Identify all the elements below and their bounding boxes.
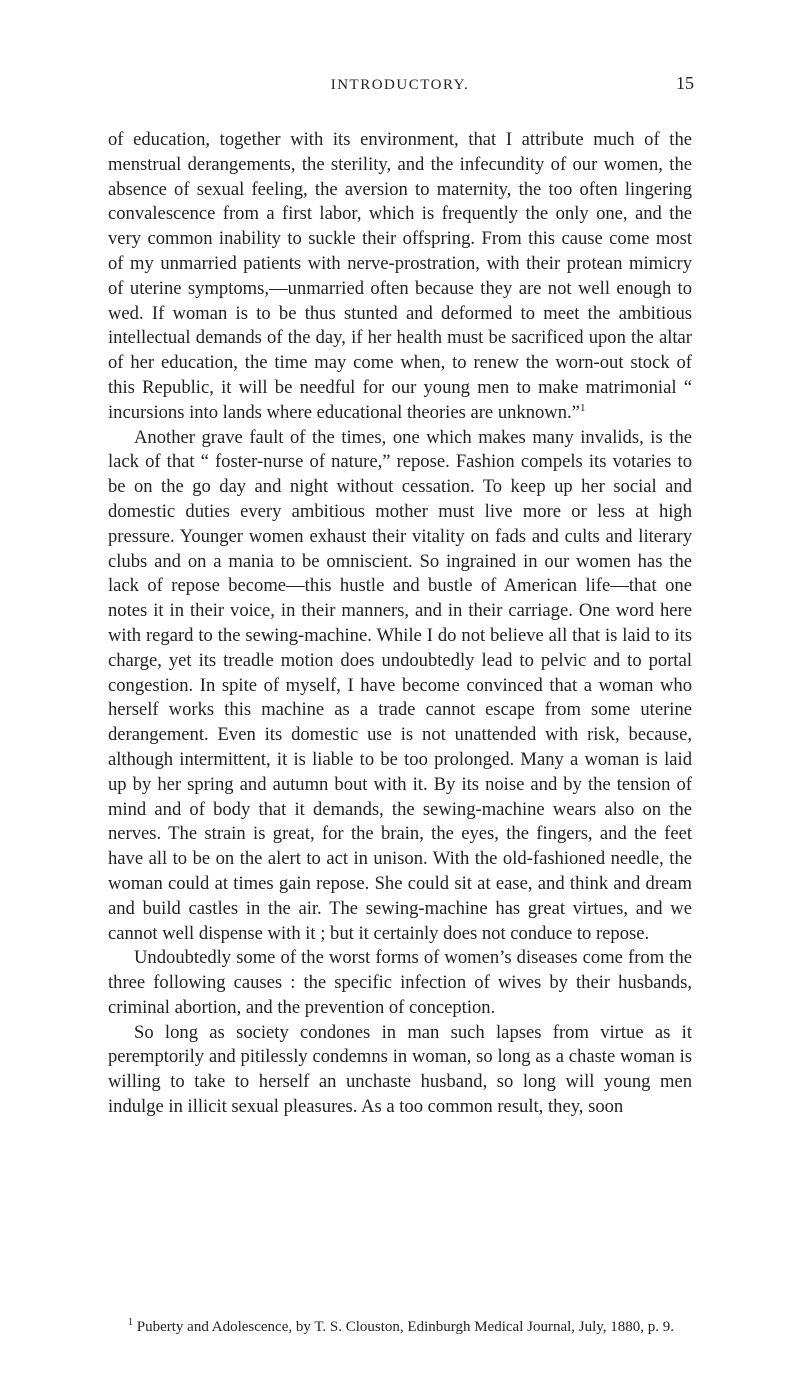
footnotes bbox=[108, 1317, 692, 1337]
paragraph: Another grave fault of the times, one which makes many invalids, is the lack of that “ foster-nurse of nature,” repose. Fashion compels its votaries to be on the go day and night without cessation. To keep up her social and domestic duties every ambitious mother must live more or less at high pressure. Younger women exhaust their vitality on fads and cults and literary clubs and on a mania to be omniscient. So ingrained in our women has the lack of repose become—this hustle and bustle of American life—that one notes it in their voice, in their manners, and in their carriage. One word here with regard to the sewing-machine. While I do not believe all that is laid to its charge, yet its treadle motion does undoubtedly lead to pelvic and to portal congestion. In spite of myself, I have become convinced that a woman who herself works this machine as a trade cannot escape from some uterine derangement. Even its domestic use is not unattended with risk, because, although intermittent, it is liable to be too prolonged. Many a woman is laid up by her spring and autumn bout with it. By its noise and by the tension of mind and of body that it demands, the sewing-machine wears also on the nerves. The strain is great, for the brain, the eyes, the fingers, and the feet have all to be on the alert to act in unison. With the old-fashioned needle, the woman could at times gain repose. She could sit at ease, and think and dream and build castles in the air. The sewing-machine has great virtues, and we cannot well dispense with it ; but it certainly does not conduce to repose. bbox=[108, 426, 692, 944]
footnote-text: Puberty and Adolescence, by T. S. Clouston, Edinburgh Medical Journal, July, 1880, p. 9. bbox=[136, 1319, 675, 1335]
paragraph bbox=[108, 128, 692, 426]
running-title: INTRODUCTORY. bbox=[330, 77, 470, 93]
paragraph: So long as society condones in man such lapses from virtue as it peremptorily and pitilessly condemns in woman, so long as a chaste woman is willing to take to herself an unchaste husband, so long will young men indulge in illicit sexual pleasures. As a too common result, they, soon bbox=[108, 1021, 692, 1118]
page-number: 15 bbox=[676, 73, 694, 93]
paragraph-text: of education, together with its environment, that I attribute much of the menstrual derangements, the sterility, and the infecundity of our women, the absence of sexual feeling, the aversion to maternity, the too often lingering convalescence from a first labor, which is frequently the only one, and the very common inability to suckle their offspring. From this cause come most of my unmarried patients with nerve-prostration, with their protean mimicry of uterine symptoms,—unmarried often because they are not well enough to wed. If woman is to be thus stunted and deformed to meet the ambitious intellectual demands of the day, if her health must be sacrificed upon the altar of her education, the time may come when, to renew the worn-out stock of this Republic, it will be needful for our young men to make matrimonial “ incursions into lands where educational theories are unknown.” bbox=[108, 129, 692, 423]
running-head bbox=[108, 73, 692, 97]
footnote bbox=[108, 1317, 692, 1337]
footnote-marker: 1 bbox=[128, 1317, 133, 1328]
body-text bbox=[108, 128, 692, 1120]
footnote-reference: 1 bbox=[579, 401, 586, 414]
paragraph: Undoubtedly some of the worst forms of women’s diseases come from the three following causes : the specific infection of wives by their husbands, criminal abortion, and the prevention of conception. bbox=[108, 947, 692, 1018]
